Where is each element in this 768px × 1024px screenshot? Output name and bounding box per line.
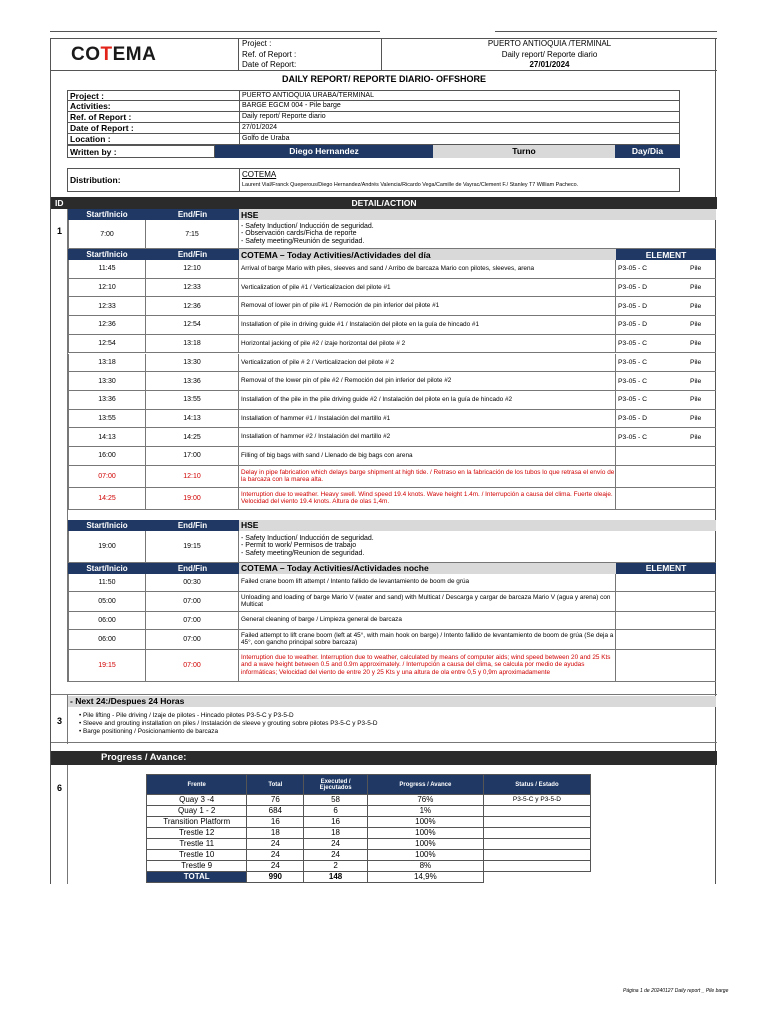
element-cell <box>616 297 716 316</box>
hse-start: 19:00 <box>68 531 146 563</box>
report-page <box>50 38 716 884</box>
progress-cell: 24 <box>304 850 368 861</box>
info-label: Ref. of Report : <box>68 112 240 122</box>
hse-col-header: HSE <box>239 520 716 531</box>
progress-cell: Trestle 9 <box>147 861 247 872</box>
logo-text: COTEMA <box>71 44 157 65</box>
day-dia-label: Day/Dia <box>615 145 680 158</box>
progress-total-row <box>147 872 591 883</box>
distribution-names: Laurent Vial/Franck Queperous/Diego Hernandez/Andrés Valencia/Ricardo Vega/Camille de Vayrac/Clement F./ Stanley T7 William Pacheco. <box>242 182 579 188</box>
info-label: Location : <box>68 134 240 144</box>
activity-start: 13:55 <box>68 410 146 429</box>
activity-end: 00:30 <box>146 574 239 592</box>
element-code: P3-05 - D <box>618 414 648 422</box>
activity-end: 14:13 <box>146 410 239 429</box>
activity-end: 14:25 <box>146 428 239 447</box>
activity-end: 13:36 <box>146 372 239 391</box>
activity-end: 12:33 <box>146 279 239 298</box>
element-code: P3-05 - C <box>618 265 648 273</box>
hse-row <box>51 531 717 563</box>
element-cell <box>616 488 716 510</box>
progress-row <box>147 806 591 817</box>
element-code: P3-05 - C <box>618 340 648 348</box>
activity-row <box>51 335 717 354</box>
activity-start: 12:10 <box>68 279 146 298</box>
element-code: P3-05 - D <box>618 321 648 329</box>
element-cell <box>616 466 716 488</box>
activity-row <box>51 316 717 335</box>
activity-end: 12:36 <box>146 297 239 316</box>
element-code: P3-05 - D <box>618 284 648 292</box>
progress-cell: 24 <box>247 861 304 872</box>
progress-cell: 58 <box>304 795 368 806</box>
progress-cell: 684 <box>247 806 304 817</box>
element-type: Pile <box>690 321 702 329</box>
info-row <box>67 112 680 123</box>
top-rule-right <box>495 31 717 32</box>
info-row <box>67 134 680 145</box>
info-row <box>67 90 680 101</box>
activity-row <box>51 466 717 488</box>
info-value: PUERTO ANTIOQUIA URABA/TERMINAL <box>242 92 374 99</box>
info-value: Daily report/ Reporte diario <box>242 113 326 120</box>
element-type: Pile <box>690 265 702 273</box>
element-type: Pile <box>690 340 702 348</box>
page-footer: Página 1 de 20240127 Daily report _ Pile barge <box>623 988 729 994</box>
activity-start: 05:00 <box>68 592 146 612</box>
label-date: Date of Report: <box>242 60 297 69</box>
progress-cell: Trestle 10 <box>147 850 247 861</box>
activity-row <box>51 447 717 466</box>
activity-end: 13:18 <box>146 335 239 354</box>
top-rule-left <box>50 31 380 32</box>
progress-cell: Transition Platform <box>147 817 247 828</box>
progress-cell: Trestle 11 <box>147 839 247 850</box>
report-title: DAILY REPORT/ REPORTE DIARIO- OFFSHORE <box>281 74 487 84</box>
hse-start: 7:00 <box>68 220 146 249</box>
activity-end: 17:00 <box>146 447 239 466</box>
progress-row <box>147 861 591 872</box>
progress-cell: 100% <box>367 850 483 861</box>
turno-label: Turno <box>433 145 615 158</box>
activity-end: 13:30 <box>146 354 239 373</box>
info-label: Date of Report : <box>68 123 240 133</box>
activity-start: 06:00 <box>68 630 146 650</box>
activity-start: 14:25 <box>68 488 146 510</box>
activity-row <box>51 428 717 447</box>
activity-row <box>51 410 717 429</box>
activity-description: Unloading and loading of barge Mario V (water and sand) with Multicat / Descarga y cargar de barcaza Mario V (agua y arena) con Multicat <box>239 592 616 612</box>
activity-description: Installation of the pile in the pile driving guide #2 / Instalación del pilote en la guía de hincado #2 <box>239 391 616 410</box>
progress-cell: 24 <box>247 839 304 850</box>
written-by-label: Written by : <box>67 145 215 158</box>
activity-start: 12:54 <box>68 335 146 354</box>
written-by-name: Diego Hernandez <box>215 145 433 158</box>
hse-item: - Observación cards/Ficha de reporte <box>241 230 357 238</box>
element-cell <box>616 447 716 466</box>
value-project: PUERTO ANTIOQUIA /TERMINAL <box>487 39 612 48</box>
element-cell <box>616 316 716 335</box>
activity-description: Interruption due to weather. Heavy swell. Wind speed 19.4 knots. Wave height 1.4m. / Interrupción a causa del clima. Fuerte oleaje. Velocidad del viento 19.4 knots. Altura de olas 1,4m. <box>239 488 616 510</box>
hse-col-header: HSE <box>239 209 716 220</box>
activity-start: 11:50 <box>68 574 146 592</box>
column-header-row <box>51 209 717 220</box>
element-cell <box>616 410 716 429</box>
activity-start: 13:36 <box>68 391 146 410</box>
hse-item: - Permit to work/ Permisos de trabajo <box>241 542 357 550</box>
activity-end: 19:00 <box>146 488 239 510</box>
progress-cell <box>483 817 590 828</box>
start-col-header: Start/Inicio <box>68 520 146 531</box>
distribution-company: COTEMA <box>242 170 277 179</box>
progress-cell: 76% <box>367 795 483 806</box>
progress-cell: 24 <box>247 850 304 861</box>
element-type: Pile <box>690 284 702 292</box>
progress-cell: 100% <box>367 828 483 839</box>
progress-table <box>146 774 591 883</box>
next-item: • Pile lifting - Pile driving / Izaje de pilotes - Hincado pilotes P3-5-C y P3-5-D <box>79 712 294 719</box>
activity-start: 13:30 <box>68 372 146 391</box>
activity-row <box>51 354 717 373</box>
progress-cell: 76 <box>247 795 304 806</box>
column-header-row <box>51 563 717 574</box>
end-col-header: End/Fin <box>146 520 239 531</box>
hse-item: - Safety Induction/ Inducción de seguridad. <box>241 222 374 230</box>
night-activity-row <box>51 574 717 592</box>
activity-row <box>51 391 717 410</box>
activity-description: Horizontal jacking of pile #2 / izaje horizontal del pilote # 2 <box>239 335 616 354</box>
progress-cell: 18 <box>247 828 304 839</box>
activity-row <box>51 279 717 298</box>
value-date: 27/01/2024 <box>529 60 570 69</box>
night-activity-row <box>51 650 717 682</box>
progress-col-header: Frente <box>147 775 247 795</box>
header-values <box>382 39 717 71</box>
night-activity-row <box>51 630 717 650</box>
column-header-row <box>51 520 717 531</box>
id-header: ID <box>55 198 64 208</box>
progress-col-header: Progress / Avance <box>367 775 483 795</box>
hse-item: - Safety meeting/Reunión de seguridad. <box>241 237 365 245</box>
next-item: • Sleeve and grouting installation on piles / Instalación de sleeve y grouting sobre pilotes P3-5-C y P3-5-D <box>79 720 378 727</box>
activity-description: General cleaning of barge / Limpieza general de barcaza <box>239 612 616 630</box>
progress-cell: 6 <box>304 806 368 817</box>
activity-row <box>51 297 717 316</box>
element-cell <box>616 428 716 447</box>
section3-lines <box>79 712 378 736</box>
progress-col-header: Executed / Ejecutados <box>304 775 368 795</box>
activity-description: Filling of big bags with sand / Llenado de big bags con arena <box>239 447 616 466</box>
activity-end: 12:10 <box>146 260 239 279</box>
activity-description: Installation of hammer #2 / Instalación del martillo #2 <box>239 428 616 447</box>
end-col-header: End/Fin <box>146 209 239 220</box>
activity-start: 11:45 <box>68 260 146 279</box>
detail-action-header: DETAIL/ACTION <box>351 198 417 208</box>
info-value: Golfo de Uraba <box>242 135 290 142</box>
activity-description: Installation of pile in driving guide #1 / Instalación del pilote en la guía de hincado #1 <box>239 316 616 335</box>
activity-row <box>51 260 717 279</box>
element-type: Pile <box>690 396 702 404</box>
element-code: P3-05 - D <box>618 302 648 310</box>
progress-cell: 16 <box>304 817 368 828</box>
header-labels <box>240 39 382 71</box>
progress-row <box>147 817 591 828</box>
total-label: TOTAL <box>147 872 247 883</box>
distribution-label: Distribution: <box>68 169 240 191</box>
element-code: P3-05 - C <box>618 433 648 441</box>
element-col-header: ELEMENT <box>616 563 716 574</box>
progress-cell: 100% <box>367 817 483 828</box>
progress-col-header: Total <box>247 775 304 795</box>
activity-start: 06:00 <box>68 612 146 630</box>
activity-start: 16:00 <box>68 447 146 466</box>
activity-description: Failed crane boom lift attempt / Intento fallido de levantamiento de boom de grúa <box>239 574 616 592</box>
element-cell <box>616 372 716 391</box>
column-header-row <box>51 249 717 260</box>
label-project: Project : <box>242 39 272 48</box>
activity-end: 07:00 <box>146 592 239 612</box>
element-col-header: ELEMENT <box>616 249 716 260</box>
progress-cell <box>483 828 590 839</box>
progress-cell: Trestle 12 <box>147 828 247 839</box>
total-progress: 14,9% <box>367 872 483 883</box>
report-header <box>51 38 717 71</box>
element-code: P3-05 - C <box>618 377 648 385</box>
activity-start: 12:36 <box>68 316 146 335</box>
section1-id: 1 <box>57 226 63 236</box>
element-cell <box>616 574 716 592</box>
end-col-header: End/Fin <box>146 563 239 574</box>
activity-description: Interruption due to weather. Interruption due to weather, calculated by means of computer aids; wind speed between 20 and 25 Kts and a wave height between 0.5 and 0.9m approximately. / Interrupción a causa del clima, se calcula por medio de ayudas informáticas; Velocidad del viento de entre 20 y 25 Kts y una altura de ola entre 0,5 y 0,9m aproximadamente <box>239 650 616 682</box>
detail-header-bar <box>51 197 717 209</box>
progress-col-header: Status / Estado <box>483 775 590 795</box>
info-row <box>67 123 680 134</box>
hse-item: - Safety meeting/Reunion de seguridad. <box>241 549 365 557</box>
hse-end: 19:15 <box>146 531 239 563</box>
element-cell <box>616 630 716 650</box>
activity-description: Removal of the lower pin of pile #2 / Remoción del pin inferior del pilote #2 <box>239 372 616 391</box>
progress-cell: Quay 1 - 2 <box>147 806 247 817</box>
progress-cell: 2 <box>304 861 368 872</box>
progress-row <box>147 828 591 839</box>
night-activity-row <box>51 612 717 630</box>
activity-description: Installation of hammer #1 / Instalación del martillo #1 <box>239 410 616 429</box>
activity-row <box>51 372 717 391</box>
progress-cell <box>483 806 590 817</box>
element-cell <box>616 279 716 298</box>
progress-title-bar: Progress / Avance: <box>51 751 717 765</box>
element-type: Pile <box>690 414 702 422</box>
next-item: • Barge positioning / Posicionamiento de barcaza <box>79 728 219 735</box>
written-by-row <box>67 145 680 158</box>
activity-end: 07:00 <box>146 612 239 630</box>
progress-row <box>147 795 591 806</box>
element-type: Pile <box>690 358 702 366</box>
element-cell <box>616 592 716 612</box>
hse-item: - Safety Induction/ Inducción de seguridad. <box>241 534 374 542</box>
next-24-section <box>51 694 717 743</box>
progress-cell <box>483 839 590 850</box>
progress-cell: 24 <box>304 839 368 850</box>
progress-cell: 8% <box>367 861 483 872</box>
activity-row <box>51 488 717 510</box>
element-cell <box>616 391 716 410</box>
section3-id: 3 <box>57 716 63 726</box>
activity-description: Arrival of barge Mario with piles, sleeves and sand / Arribo de barcaza Mario con pilotes, sleeves, arena <box>239 260 616 279</box>
hse-end: 7:15 <box>146 220 239 249</box>
end-col-header: End/Fin <box>146 249 239 260</box>
activity-end: 13:55 <box>146 391 239 410</box>
element-code: P3-05 - C <box>618 358 648 366</box>
start-col-header: Start/Inicio <box>68 209 146 220</box>
activity-end: 12:54 <box>146 316 239 335</box>
total-status <box>483 872 590 883</box>
activity-description: Verticalization of pile # 2 / Verticalizacion del pilote # 2 <box>239 354 616 373</box>
activity-end: 07:00 <box>146 650 239 682</box>
start-col-header: Start/Inicio <box>68 563 146 574</box>
label-ref: Ref. of Report : <box>242 49 297 59</box>
progress-cell <box>483 861 590 872</box>
element-type: Pile <box>690 433 702 441</box>
progress-row <box>147 839 591 850</box>
progress-cell: Quay 3 -4 <box>147 795 247 806</box>
progress-cell <box>483 850 590 861</box>
activities-col-header: COTEMA – Today Activities/Actividades del día <box>239 249 616 260</box>
info-value: BARGE EGCM 004 - Pile barge <box>242 102 341 109</box>
element-cell <box>616 335 716 354</box>
activities-col-header: COTEMA – Today Activities/Actividades noche <box>239 563 616 574</box>
hse-row <box>51 220 717 249</box>
value-ref: Daily report/ Reporte diario <box>501 49 598 59</box>
element-cell <box>616 650 716 682</box>
progress-row <box>147 850 591 861</box>
activity-end: 07:00 <box>146 630 239 650</box>
activity-start: 14:13 <box>68 428 146 447</box>
activity-description: Removal of lower pin of pile #1 / Remoción de pin inferior del pilote #1 <box>239 297 616 316</box>
element-type: Pile <box>690 302 702 310</box>
info-row <box>67 101 680 112</box>
info-label: Project : <box>68 91 240 101</box>
activity-description: Failed attempt to lift crane boom (left at 45°, with main hook on barge) / Intento fallido de levantamiento de boom de grúa (Se deja a 45°, con gancho principal sobre barcaza) <box>239 630 616 650</box>
progress-cell: P3-5-C y P3-5-D <box>483 795 590 806</box>
element-type: Pile <box>690 377 702 385</box>
progress-cell: 16 <box>247 817 304 828</box>
progress-cell: 100% <box>367 839 483 850</box>
progress-id: 6 <box>57 783 63 793</box>
distribution-row <box>67 168 680 192</box>
night-activity-row <box>51 592 717 612</box>
activity-end: 12:10 <box>146 466 239 488</box>
activity-description: Verticalization of pile #1 / Verticalizacion del pilote #1 <box>239 279 616 298</box>
activity-start: 19:15 <box>68 650 146 682</box>
info-value: 27/01/2024 <box>242 124 278 131</box>
progress-cell: 18 <box>304 828 368 839</box>
element-cell <box>616 612 716 630</box>
activity-start: 13:18 <box>68 354 146 373</box>
section3-title: - Next 24:/Despues 24 Horas <box>68 696 716 707</box>
total-value: 990 <box>247 872 304 883</box>
start-col-header: Start/Inicio <box>68 249 146 260</box>
progress-cell: 1% <box>367 806 483 817</box>
element-cell <box>616 354 716 373</box>
element-code: P3-05 - C <box>618 396 648 404</box>
info-label: Activities: <box>68 101 240 111</box>
activity-start: 07:00 <box>68 466 146 488</box>
element-cell <box>616 260 716 279</box>
total-executed: 148 <box>304 872 368 883</box>
company-logo <box>51 39 239 71</box>
activity-start: 12:33 <box>68 297 146 316</box>
activity-description: Delay in pipe fabrication which delays barge shipment at high tide. / Retraso en la fabricación de los tubos lo que retrasa el envío de la barcaza con la marea alta. <box>239 466 616 488</box>
